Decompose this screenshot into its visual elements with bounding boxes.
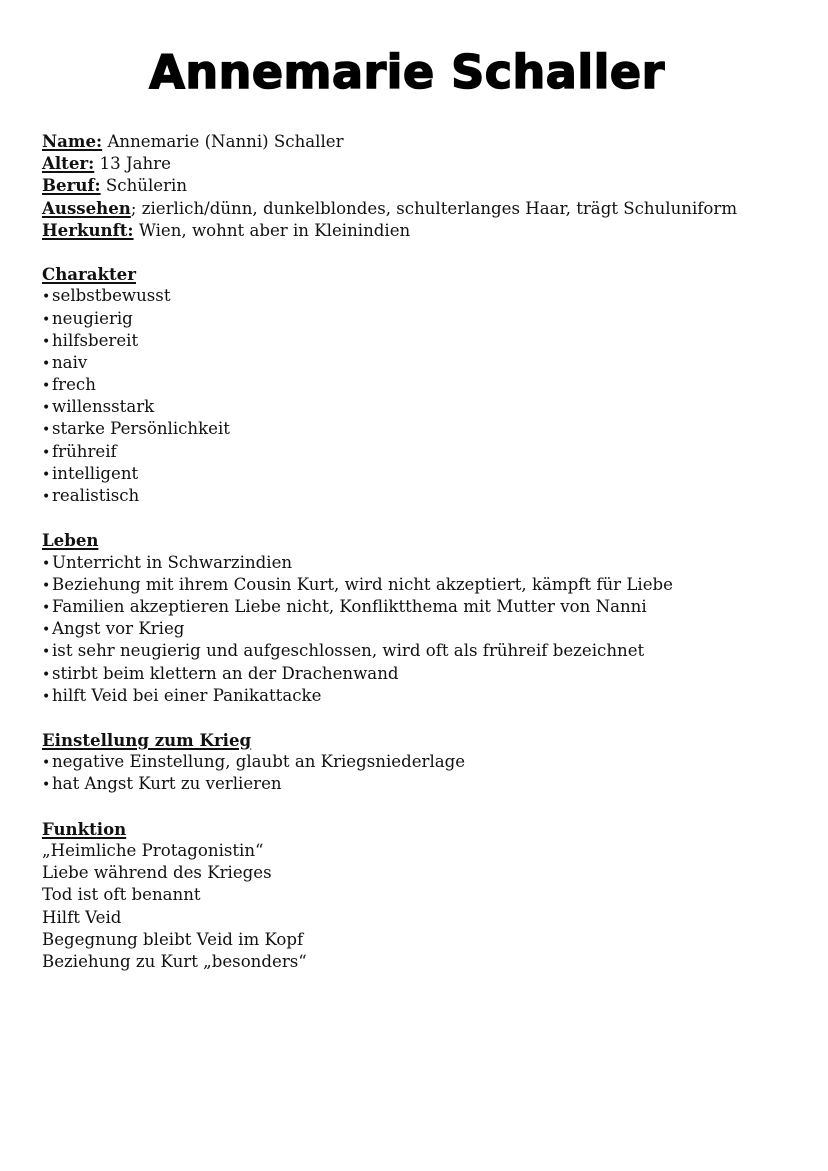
list-item xyxy=(42,330,812,352)
list-item xyxy=(42,663,812,685)
profile-value: Wien, wohnt aber in Kleinindien xyxy=(133,220,411,240)
list-item-text: frühreif xyxy=(52,441,117,461)
profile-value: 13 Jahre xyxy=(94,154,171,174)
bullet-icon: • xyxy=(42,333,51,350)
bullet-icon: • xyxy=(42,489,51,505)
bullet-icon: • xyxy=(42,444,51,461)
bullet-icon: • xyxy=(42,577,51,594)
list-item-text: neugierig xyxy=(52,308,133,328)
bullet-list xyxy=(42,751,812,795)
list-item-text: Unterricht in Schwarzindien xyxy=(52,552,293,572)
list-item-text: intelligent xyxy=(52,463,139,483)
bullet-icon: • xyxy=(42,599,51,616)
bullet-icon: • xyxy=(42,378,51,395)
list-item-text: ist sehr neugierig und aufgeschlossen, wird oft als frühreif bezeichnet xyxy=(52,641,645,661)
bullet-icon: • xyxy=(42,289,51,306)
list-item-text: stirbt beim klettern an der Drachenwand xyxy=(52,663,399,683)
text-line: Tod ist oft benannt xyxy=(42,885,201,905)
profile-origin xyxy=(42,219,812,241)
page-title: Annemarie Schaller xyxy=(149,45,665,99)
profile-section xyxy=(42,130,812,241)
section-heading: Funktion xyxy=(42,818,127,839)
bullet-list xyxy=(42,285,812,507)
document-content xyxy=(42,130,812,973)
list-item xyxy=(42,396,812,418)
list-item-text: hat Angst Kurt zu verlieren xyxy=(52,774,282,794)
profile-value: Annemarie (Nanni) Schaller xyxy=(102,132,344,151)
list-item-text: naiv xyxy=(52,352,88,372)
profile-value: Schülerin xyxy=(100,176,188,196)
list-item xyxy=(42,352,812,374)
list-item-text: negative Einstellung, glaubt an Kriegsniederlage xyxy=(52,752,466,772)
list-item-text: Beziehung mit ihrem Cousin Kurt, wird nicht akzeptiert, kämpft für Liebe xyxy=(52,574,673,594)
list-item xyxy=(42,463,812,485)
profile-label: Alter: xyxy=(42,153,95,174)
charakter-section xyxy=(42,263,812,507)
profile-appearance xyxy=(42,197,812,219)
bullet-icon: • xyxy=(42,666,51,683)
bullet-icon: • xyxy=(42,311,51,328)
text-line: Begegnung bleibt Veid im Kopf xyxy=(42,929,304,949)
list-item xyxy=(42,596,812,618)
leben-section xyxy=(42,529,812,707)
bullet-icon: • xyxy=(42,400,51,417)
einstellung-section xyxy=(42,729,812,796)
bullet-list xyxy=(42,552,812,707)
list-item-text: Angst vor Krieg xyxy=(52,619,185,639)
profile-name xyxy=(42,130,812,152)
text-line: „Heimliche Protagonistin“ xyxy=(42,841,264,860)
list-item xyxy=(42,552,812,574)
profile-age xyxy=(42,152,812,174)
list-item xyxy=(42,285,812,307)
profile-occupation xyxy=(42,174,812,196)
list-item xyxy=(42,308,812,330)
list-item xyxy=(42,685,812,707)
list-item xyxy=(42,441,812,463)
list-item-text: hilft Veid bei einer Panikattacke xyxy=(52,685,322,705)
bullet-icon: • xyxy=(42,422,51,439)
profile-label: Beruf: xyxy=(42,175,101,196)
list-item xyxy=(42,751,812,773)
list-item-text: starke Persönlichkeit xyxy=(52,419,230,439)
list-item-text: realistisch xyxy=(52,486,140,505)
text-line: Hilft Veid xyxy=(42,907,122,927)
section-heading: Einstellung zum Krieg xyxy=(42,730,252,751)
funktion-section xyxy=(42,818,812,973)
bullet-icon: • xyxy=(42,355,51,372)
bullet-icon: • xyxy=(42,777,51,794)
list-item xyxy=(42,485,812,507)
bullet-icon: • xyxy=(42,555,51,572)
list-item-text: hilfsbereit xyxy=(52,330,139,350)
list-item xyxy=(42,374,812,396)
bullet-icon: • xyxy=(42,466,51,483)
list-item xyxy=(42,618,812,640)
list-item xyxy=(42,574,812,596)
section-heading: Charakter xyxy=(42,264,136,285)
list-item xyxy=(42,640,812,662)
text-line: Liebe während des Krieges xyxy=(42,863,272,883)
bullet-icon: • xyxy=(42,644,51,661)
bullet-icon: • xyxy=(42,688,51,705)
profile-label: Herkunft: xyxy=(42,219,134,240)
bullet-icon: • xyxy=(42,755,51,772)
text-line: Beziehung zu Kurt „besonders“ xyxy=(42,951,307,971)
list-item xyxy=(42,418,812,440)
list-item xyxy=(42,773,812,795)
text-lines xyxy=(42,840,812,973)
profile-label: Aussehen xyxy=(42,197,131,218)
bullet-icon: • xyxy=(42,622,51,639)
section-heading: Leben xyxy=(42,530,99,551)
list-item-text: Familien akzeptieren Liebe nicht, Konfliktthema mit Mutter von Nanni xyxy=(52,596,647,616)
profile-label: Name: xyxy=(42,131,103,151)
list-item-text: frech xyxy=(52,375,96,395)
profile-value: ; zierlich/dünn, dunkelblondes, schulterlanges Haar, trägt Schuluniform xyxy=(130,198,738,218)
list-item-text: willensstark xyxy=(52,397,155,417)
list-item-text: selbstbewusst xyxy=(52,286,171,306)
